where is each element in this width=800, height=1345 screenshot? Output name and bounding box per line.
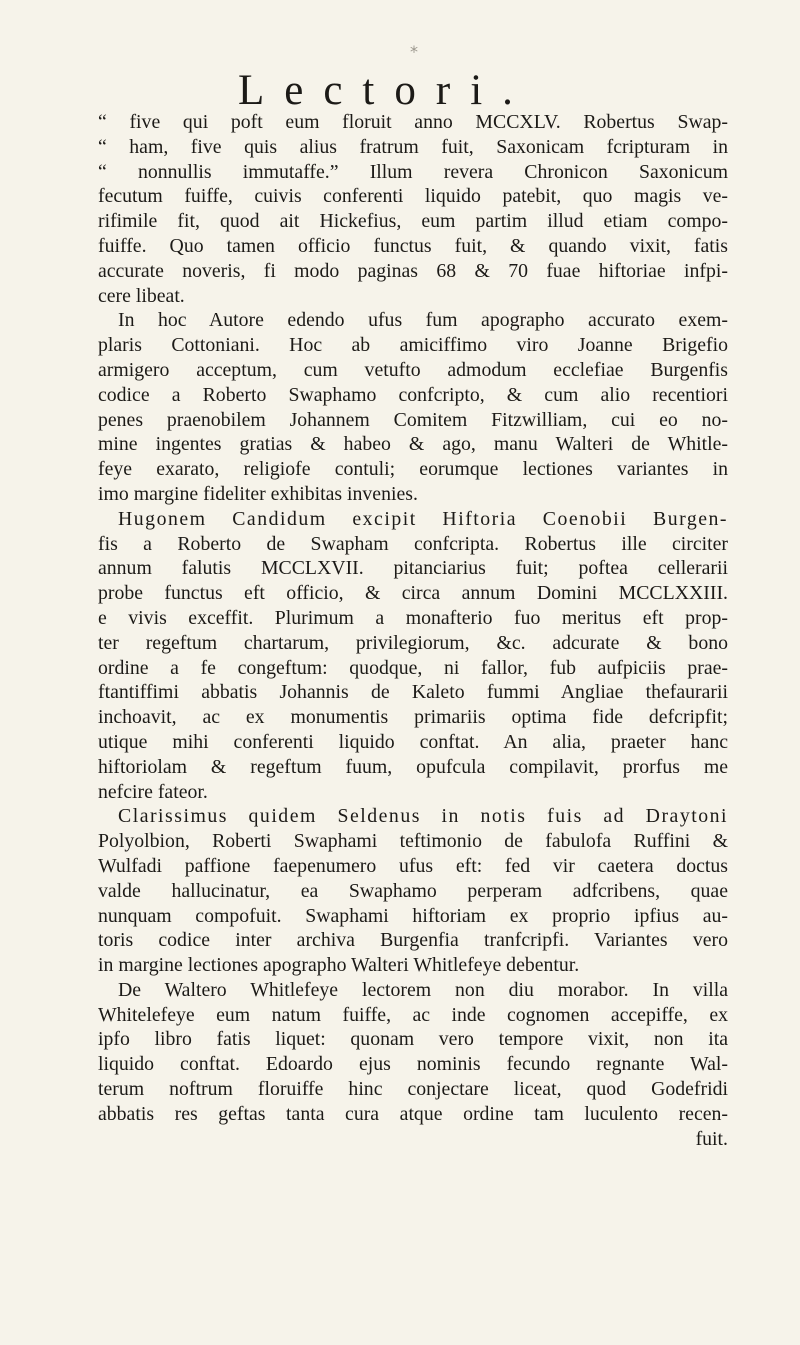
text-line: fis a Roberto de Swapham confcripta. Robertus ille circiter bbox=[98, 532, 728, 555]
text-line: accurate noveris, fi modo paginas 68 & 70 fuae hiftoriae infpi- bbox=[98, 259, 728, 282]
text-line: valde hallucinatur, ea Swaphamo perperam adfcribens, quae bbox=[98, 879, 728, 902]
text-line: ftantiffimi abbatis Johannis de Kaleto fummi Angliae thefaurarii bbox=[98, 681, 728, 704]
text-line: Hugonem Candidum excipit Hiftoria Coenobii Burgen- bbox=[118, 507, 728, 530]
text-line: In hoc Autore edendo ufus fum apographo accurato exem- bbox=[118, 309, 728, 332]
text-line: feye exarato, religiofe contuli; eorumque lectiones variantes in bbox=[98, 458, 728, 481]
text-line: imo margine fideliter exhibitas invenies. bbox=[98, 482, 418, 505]
text-line: fecutum fuiffe, cuivis conferenti liquido patebit, quo magis ve- bbox=[98, 185, 728, 208]
printer-mark: * bbox=[410, 42, 418, 61]
text-line: fuiffe. Quo tamen officio functus fuit, & quando vixit, fatis bbox=[98, 234, 728, 257]
text-line: penes praenobilem Johannem Comitem Fitzwilliam, cui eo no- bbox=[98, 408, 728, 431]
text-line: annum falutis MCCLXVII. pitanciarius fuit; poftea cellerarii bbox=[98, 557, 728, 580]
text-line: “ ham, five quis alius fratrum fuit, Saxonicam fcripturam in bbox=[98, 135, 728, 158]
text-line: nunquam compofuit. Swaphami hiftoriam ex proprio ipfius au- bbox=[98, 904, 728, 927]
text-line: abbatis res geftas tanta cura atque ordine tam luculento recen- bbox=[98, 1102, 728, 1125]
text-line: Wulfadi paffione faepenumero ufus eft: fed vir caetera doctus bbox=[98, 854, 728, 877]
text-line: in margine lectiones apographo Walteri Whitlefeye debentur. bbox=[98, 954, 580, 977]
text-line: Whitelefeye eum natum fuiffe, ac inde cognomen accepiffe, ex bbox=[98, 1003, 728, 1026]
text-line: ordine a fe congeftum: quodque, ni fallor, fub aufpiciis prae- bbox=[98, 656, 728, 679]
text-line: plaris Cottoniani. Hoc ab amiciffimo viro Joanne Brigefio bbox=[98, 334, 728, 357]
text-line: ter regeftum chartarum, privilegiorum, &c. adcurate & bono bbox=[98, 631, 728, 654]
body-text bbox=[98, 110, 728, 1151]
text-line: Polyolbion, Roberti Swaphami teftimonio de fabulofa Ruffini & bbox=[98, 830, 728, 853]
text-line: liquido conftat. Edoardo ejus nominis fecundo regnante Wal- bbox=[98, 1053, 728, 1076]
text-line: Clarissimus quidem Seldenus in notis fuis ad Draytoni bbox=[118, 805, 728, 828]
text-line: nefcire fateor. bbox=[98, 780, 208, 803]
text-line: terum noftrum floruiffe hinc conjectare liceat, quod Godefridi bbox=[98, 1078, 728, 1101]
text-line: cere libeat. bbox=[98, 284, 185, 307]
text-line: “ five qui poft eum floruit anno MCCXLV. Robertus Swap- bbox=[98, 111, 728, 133]
text-line: e vivis exceffit. Plurimum a monafterio fuo meritus eft prop- bbox=[98, 606, 728, 629]
running-header: Lectori. bbox=[238, 67, 533, 114]
text-line: toris codice inter archiva Burgenfia tranfcripfi. Variantes vero bbox=[98, 929, 728, 952]
text-line: hiftoriolam & regeftum fuum, opufcula compilavit, prorfus me bbox=[98, 755, 728, 778]
text-line: “ nonnullis immutaffe.” Illum revera Chronicon Saxonicum bbox=[98, 160, 728, 183]
catchword: fuit. bbox=[695, 1127, 728, 1150]
text-line: inchoavit, ac ex monumentis primariis optima fide defcripfit; bbox=[98, 706, 728, 729]
text-line: mine ingentes gratias & habeo & ago, manu Walteri de Whitle- bbox=[98, 433, 728, 456]
text-line: rifimile fit, quod ait Hickefius, eum partim illud etiam compo- bbox=[98, 210, 728, 233]
text-line: De Waltero Whitlefeye lectorem non diu morabor. In villa bbox=[118, 978, 728, 1001]
text-line: ipfo libro fatis liquet: quonam vero tempore vixit, non ita bbox=[98, 1028, 728, 1051]
text-line: codice a Roberto Swaphamo confcripto, & cum alio recentiori bbox=[98, 383, 728, 406]
text-line: probe functus eft officio, & circa annum Domini MCCLXXIII. bbox=[98, 582, 728, 605]
text-line: utique mihi conferenti liquido conftat. An alia, praeter hanc bbox=[98, 730, 728, 753]
text-line: armigero acceptum, cum vetufto admodum ecclefiae Burgenfis bbox=[98, 358, 728, 381]
